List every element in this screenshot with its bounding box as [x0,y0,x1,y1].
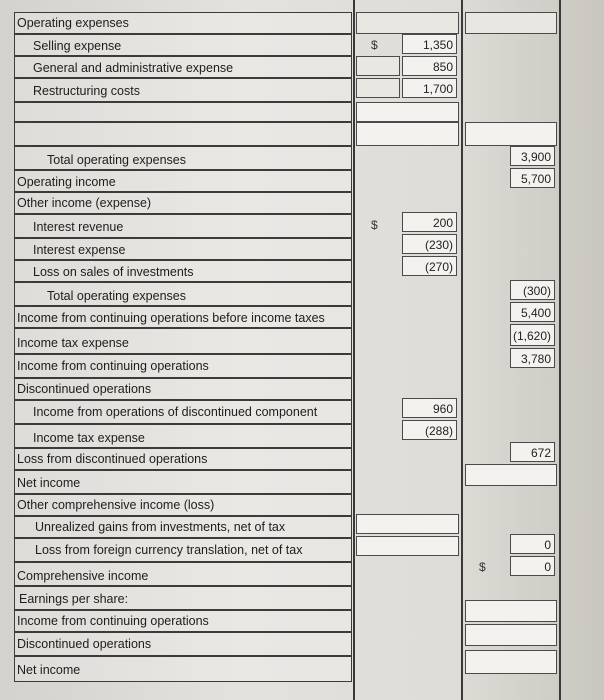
amount-cell-2[interactable] [510,442,555,462]
label-field[interactable] [14,610,352,632]
row-label: Loss from discontinued operations [17,452,208,466]
amount-cell-2[interactable] [510,146,555,166]
amount-value: 1,700 [422,82,453,96]
row-label: Income tax expense [17,336,129,350]
amount-value: 3,900 [520,150,551,164]
label-field[interactable] [14,400,352,424]
amount-cell-1[interactable] [356,12,459,34]
dollar-cell[interactable] [356,56,400,76]
amount-cell-1[interactable] [402,420,457,440]
label-field[interactable] [14,516,352,538]
dollar-sign: $ [479,560,486,574]
label-field[interactable] [14,260,352,282]
amount-value: 5,700 [520,172,551,186]
amount-cell-1[interactable] [356,514,459,534]
label-field[interactable] [14,562,352,586]
amount-value: 3,780 [520,352,551,366]
row-label: Operating expenses [17,16,129,30]
amount-value: (270) [424,260,453,274]
amount-cell-2[interactable] [510,534,555,554]
row-label: Selling expense [33,39,122,53]
amount-cell-2[interactable] [510,168,555,188]
row-label: Loss on sales of investments [33,265,194,279]
row-label: Earnings per share: [19,592,129,606]
label-field[interactable] [14,328,352,354]
label-field[interactable] [14,146,352,170]
amount-cell-1[interactable] [402,256,457,276]
label-field[interactable] [14,34,352,56]
amount-cell-1[interactable] [356,122,459,146]
label-field[interactable] [14,214,352,238]
row-label: Total operating expenses [47,153,186,167]
amount-value: 960 [432,402,453,416]
row-label: Operating income [17,175,116,189]
dollar-cell[interactable] [356,78,400,98]
amount-value: 1,350 [422,38,453,52]
label-field[interactable] [14,656,352,682]
amount-cell-1[interactable] [402,56,457,76]
label-field[interactable] [14,282,352,306]
amount-cell-1[interactable] [402,78,457,98]
row-label: Interest revenue [33,220,124,234]
row-label: Restructuring costs [33,84,140,98]
amount-cell-1[interactable] [356,536,459,556]
amount-cell-1[interactable] [402,34,457,54]
amount-cell-2[interactable] [510,302,555,322]
label-field[interactable] [14,586,352,610]
amount-cell-1[interactable] [356,102,459,122]
label-field[interactable] [14,78,352,102]
amount-cell-2[interactable] [465,12,557,34]
row-label: Income from operations of discontinued component [33,405,318,419]
label-field[interactable] [14,354,352,378]
label-field[interactable] [14,424,352,448]
label-field[interactable] [14,494,352,516]
amount-value: 850 [432,60,453,74]
amount-cell-2[interactable] [510,348,555,368]
amount-value: (288) [424,424,453,438]
row-label: Income from continuing operations before income taxes [17,311,325,325]
label-field[interactable] [14,170,352,192]
row-label: Discontinued operations [17,382,152,396]
label-field[interactable] [14,538,352,562]
amount-value: 0 [544,538,551,552]
label-field[interactable] [14,102,352,122]
label-field[interactable] [14,238,352,260]
column-divider [353,0,355,700]
row-label: Net income [17,476,81,490]
label-field[interactable] [14,122,352,146]
amount-cell-1[interactable] [402,234,457,254]
amount-cell-2[interactable] [510,556,555,576]
label-field[interactable] [14,192,352,214]
row-label: Total operating expenses [47,289,186,303]
row-label: Comprehensive income [17,569,149,583]
amount-value: 0 [544,560,551,574]
row-label: Income tax expense [33,431,145,445]
label-field[interactable] [14,306,352,328]
amount-cell-2[interactable] [510,324,555,346]
row-label: Other comprehensive income (loss) [17,498,215,512]
amount-cell-2[interactable] [465,464,557,486]
amount-cell-2[interactable] [465,650,557,674]
amount-value: (1,620) [512,329,551,343]
amount-value: 672 [530,446,551,460]
amount-cell-2[interactable] [465,122,557,146]
row-label: Discontinued operations [17,637,152,651]
label-field[interactable] [14,632,352,656]
column-divider [461,0,463,700]
label-field[interactable] [14,448,352,470]
amount-value: (300) [522,284,551,298]
amount-cell-2[interactable] [510,280,555,300]
dollar-sign: $ [371,218,378,232]
amount-cell-1[interactable] [402,398,457,418]
amount-cell-1[interactable] [402,212,457,232]
amount-cell-2[interactable] [465,600,557,622]
label-field[interactable] [14,56,352,78]
amount-value: 5,400 [520,306,551,320]
row-label: Loss from foreign currency translation, net of tax [35,543,303,557]
column-divider [559,0,561,700]
label-field[interactable] [14,470,352,494]
label-field[interactable] [14,12,352,34]
row-label: Income from continuing operations [17,359,209,373]
amount-value: (230) [424,238,453,252]
label-field[interactable] [14,378,352,400]
amount-value: 200 [432,216,453,230]
row-label: Interest expense [33,243,126,257]
amount-cell-2[interactable] [465,624,557,646]
row-label: General and administrative expense [33,61,234,75]
row-label: Unrealized gains from investments, net of tax [35,520,286,534]
dollar-sign: $ [371,38,378,52]
row-label: Net income [17,663,81,677]
row-label: Other income (expense) [17,196,152,210]
row-label: Income from continuing operations [17,614,209,628]
